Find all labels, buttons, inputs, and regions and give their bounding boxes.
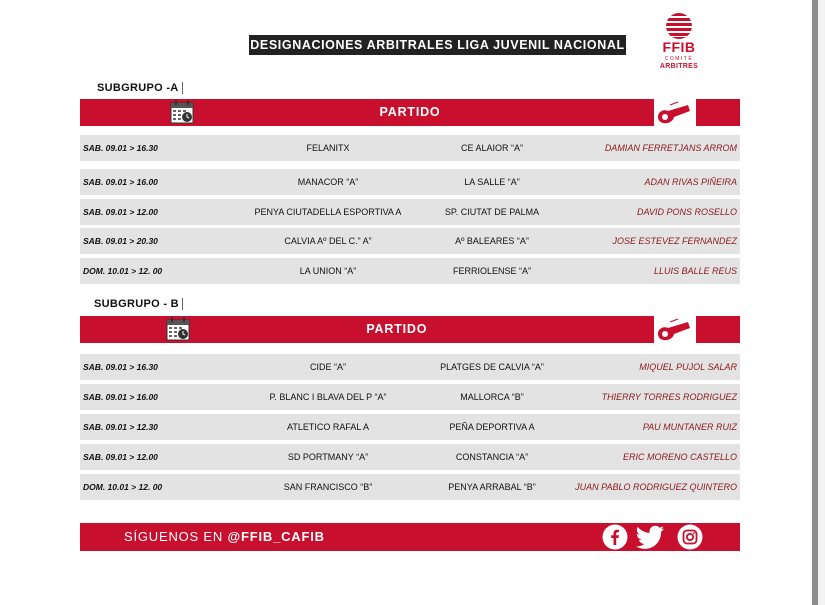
social-footer <box>80 523 740 551</box>
home-team: SAN FRANCISCO “B” <box>283 482 373 492</box>
away-team: Aº BALEARES “A” <box>455 236 529 246</box>
subgroup-a-header-bar <box>80 99 740 126</box>
referee-name: ADAN RIVAS PIÑEIRA <box>644 177 737 187</box>
referee-name: THIERRY TORRES RODRIGUEZ <box>601 392 737 402</box>
match-date: DOM. 10.01 > 12. 00 <box>83 266 163 276</box>
page-title: DESIGNACIONES ARBITRALES LIGA JUVENIL NACIONAL <box>249 35 626 55</box>
facebook-icon[interactable] <box>602 524 628 550</box>
subgroup-a-heading <box>97 82 183 94</box>
table-row <box>80 414 740 440</box>
table-row <box>80 199 740 225</box>
away-team: PLATGES DE CALVIA “A” <box>440 362 544 372</box>
whistle-icon <box>654 316 696 343</box>
table-row <box>80 444 740 470</box>
home-team: CIDE “A” <box>310 362 346 372</box>
home-team: LA UNION “A” <box>299 266 357 276</box>
logo-text: FFIB <box>662 39 696 55</box>
home-team: PENYA CIUTADELLA ESPORTIVA A <box>254 207 402 217</box>
table-row <box>80 228 740 254</box>
table-row <box>80 384 740 410</box>
logo-subtext-arbitres: ARBITRES <box>659 63 699 70</box>
social-handle[interactable]: @FFIB_CAFIB <box>227 529 325 544</box>
table-row <box>80 169 740 195</box>
home-team: SD PORTMANY “A” <box>287 452 369 462</box>
twitter-icon[interactable] <box>636 524 666 550</box>
table-row <box>80 474 740 500</box>
away-team: PENYA ARRABAL “B” <box>448 482 536 492</box>
referee-name: JOSE ESTEVEZ FERNANDEZ <box>612 236 737 246</box>
match-date: SAB. 09.01 > 12.00 <box>83 452 158 462</box>
referee-name: ERIC MORENO CASTELLO <box>622 452 737 462</box>
heading-divider <box>182 82 183 94</box>
away-team: LA SALLE “A” <box>464 177 520 187</box>
referee-name: DAMIAN FERRETJANS ARROM <box>604 143 737 153</box>
match-date: SAB. 09.01 > 16.00 <box>83 177 158 187</box>
away-team: CONSTANCIA “A” <box>455 452 529 462</box>
match-date: SAB. 09.01 > 20.30 <box>83 236 158 246</box>
whistle-icon <box>654 99 696 126</box>
ffib-logo <box>654 12 704 74</box>
partido-label: PARTIDO <box>379 105 441 119</box>
home-team: CALVIA Aº DEL C.” A” <box>284 236 372 246</box>
follow-label: SÍGUENOS EN <box>124 529 228 544</box>
referee-name: MIQUEL PUJOL SALAR <box>639 362 737 372</box>
away-team: SP. CIUTAT DE PALMA <box>444 207 540 217</box>
home-team: ATLETICO RAFAL A <box>286 422 370 432</box>
match-date: SAB. 09.01 > 12.00 <box>83 207 158 217</box>
follow-us-text <box>124 523 325 551</box>
partido-label: PARTIDO <box>366 322 428 336</box>
referee-name: JUAN PABLO RODRIGUEZ QUINTERO <box>575 482 737 492</box>
match-date: SAB. 09.01 > 16.00 <box>83 392 158 402</box>
referee-name: DAVID PONS ROSELLO <box>636 207 737 217</box>
subgroup-b-header-bar <box>80 316 740 343</box>
away-team: CE ALAIOR “A” <box>460 143 523 153</box>
subgroup-a-title: SUBGRUPO -A <box>97 82 179 94</box>
away-team: PEÑA DEPORTIVA A <box>449 422 535 432</box>
referee-name: PAU MUNTANER RUIZ <box>642 422 737 432</box>
instagram-icon[interactable] <box>677 524 703 550</box>
match-date: DOM. 10.01 > 12. 00 <box>83 482 163 492</box>
referee-name: LLUIS BALLE REUS <box>653 266 737 276</box>
away-team: FERRIOLENSE “A” <box>452 266 531 276</box>
subgroup-b-heading <box>94 298 183 310</box>
match-date: SAB. 09.01 > 16.30 <box>83 143 158 153</box>
match-date: SAB. 09.01 > 16.30 <box>83 362 158 372</box>
logo-subtext: COMITÉ <box>664 56 694 62</box>
table-row <box>80 258 740 284</box>
scrollbar[interactable] <box>812 0 818 605</box>
home-team: P. BLANC I BLAVA DEL P “A” <box>269 392 387 402</box>
table-row <box>80 135 740 161</box>
heading-divider <box>182 298 183 310</box>
match-date: SAB. 09.01 > 12.30 <box>83 422 158 432</box>
home-team: FELANITX <box>306 143 350 153</box>
table-row <box>80 354 740 380</box>
home-team: MANACOR “A” <box>297 177 359 187</box>
subgroup-b-title: SUBGRUPO - B <box>94 298 179 310</box>
ball-logo-icon <box>665 12 693 40</box>
away-team: MALLORCA “B” <box>460 392 524 402</box>
